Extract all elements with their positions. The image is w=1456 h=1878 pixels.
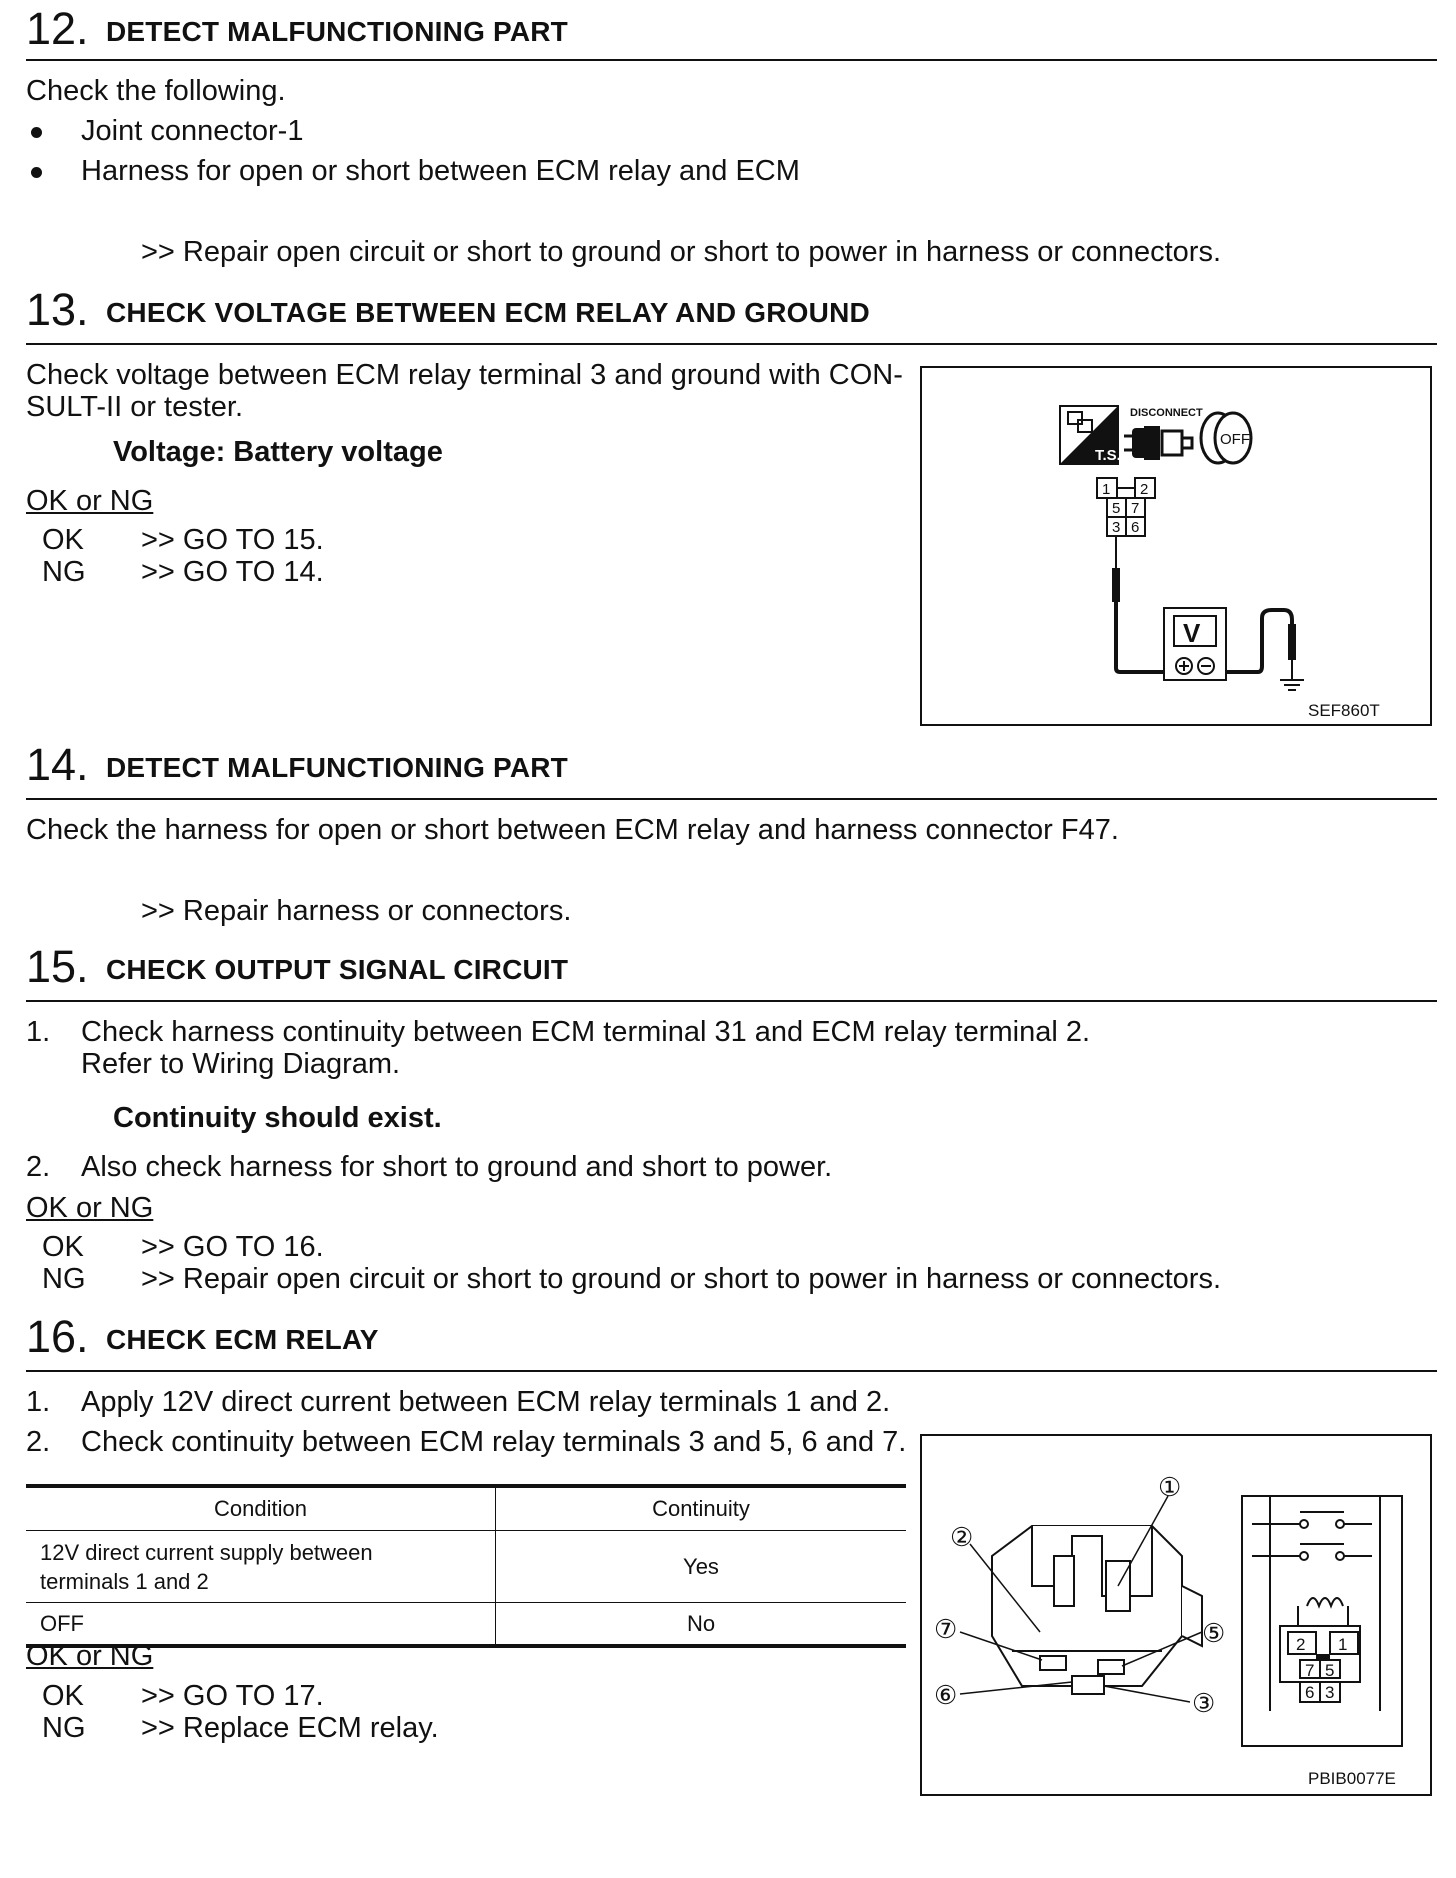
sch-terminal-5: 5: [1325, 1661, 1335, 1680]
step-15-ok-label: OK: [42, 1231, 84, 1263]
step-13-ok-label: OK: [42, 524, 84, 556]
step-15-spec: Continuity should exist.: [113, 1102, 442, 1134]
step-15-ng-text: >> Repair open circuit or short to ground or short to power in harness or connectors.: [141, 1263, 1222, 1295]
terminal-5: 5: [1112, 500, 1121, 517]
callout-2: ②: [950, 1522, 974, 1552]
sch-terminal-3: 3: [1325, 1683, 1335, 1702]
step-15-item-1-line-1: Check harness continuity between ECM terminal 31 and ECM relay terminal 2.: [81, 1016, 1091, 1048]
step-16-ng-text: >> Replace ECM relay.: [141, 1712, 439, 1744]
terminal-1: 1: [1102, 481, 1111, 498]
step-16-item-2: Check continuity between ECM relay terminals 3 and 5, 6 and 7.: [81, 1426, 907, 1458]
step-15-ok-text: >> GO TO 16.: [141, 1231, 324, 1263]
relay-body-drawing: [992, 1526, 1202, 1694]
step-16-item-1-number: 1.: [26, 1386, 51, 1418]
step-15-ng-label: NG: [42, 1263, 86, 1295]
step-15-title: CHECK OUTPUT SIGNAL CIRCUIT: [106, 954, 569, 985]
terminal-3: 3: [1112, 519, 1121, 536]
relay-schematic: [1242, 1496, 1402, 1746]
callout-3: ③: [1192, 1688, 1216, 1718]
step-14-result: >> Repair harness or connectors.: [141, 895, 572, 927]
step-15-number: 15.: [26, 941, 89, 992]
step-14-rule: [26, 798, 1437, 800]
header-condition: Condition: [26, 1486, 496, 1531]
terminal-6: 6: [1131, 519, 1140, 536]
step-13-ng-label: NG: [42, 556, 86, 588]
sch-terminal-1: 1: [1338, 1635, 1348, 1654]
step-12-bullet-1: Joint connector-1: [81, 115, 304, 147]
step-16-rule: [26, 1370, 1437, 1372]
voltage-check-diagram: [922, 368, 1430, 724]
off-label: OFF: [1220, 431, 1250, 448]
step-12-intro: Check the following.: [26, 75, 286, 107]
step-13-line-1: Check voltage between ECM relay terminal 3 and ground with CON-: [26, 359, 903, 391]
ignition-key-off-icon: [1201, 413, 1251, 463]
disconnect-icon: [1124, 407, 1203, 460]
relay-continuity-table: [26, 1484, 906, 1648]
row-1-condition-line-1: 12V direct current supply between: [40, 1539, 373, 1565]
terminal-7: 7: [1131, 500, 1140, 517]
step-16-ok-ng-heading: OK or NG: [26, 1640, 154, 1672]
step-14-title: DETECT MALFUNCTIONING PART: [106, 752, 568, 783]
sch-terminal-7: 7: [1305, 1661, 1315, 1680]
step-13-rule: [26, 343, 1437, 345]
step-14-text: Check the harness for open or short between ECM relay and harness connector F47.: [26, 814, 1119, 846]
step-15-item-1-line-2: Refer to Wiring Diagram.: [81, 1048, 401, 1080]
step-12-title: DETECT MALFUNCTIONING PART: [106, 16, 568, 47]
callout-7: ⑦: [934, 1614, 958, 1644]
table-header-row: [26, 1486, 906, 1531]
step-13-ok-text: >> GO TO 15.: [141, 524, 324, 556]
step-16-ok-text: >> GO TO 17.: [141, 1680, 324, 1712]
table-row: [26, 1603, 906, 1647]
row-2-condition: OFF: [26, 1603, 496, 1647]
bullet-dot: [31, 127, 42, 138]
step-13-ng-text: >> GO TO 14.: [141, 556, 324, 588]
ground-icon: [1280, 680, 1304, 690]
disconnect-label: DISCONNECT: [1130, 407, 1203, 419]
step-12-number: 12.: [26, 3, 89, 54]
step-16-ng-label: NG: [42, 1712, 86, 1744]
row-1-condition-line-2: terminals 1 and 2: [40, 1568, 209, 1594]
step-15-item-1-number: 1.: [26, 1016, 51, 1048]
sch-terminal-6: 6: [1305, 1683, 1315, 1702]
sch-terminal-2: 2: [1296, 1635, 1306, 1654]
step-15-ok-ng-heading: OK or NG: [26, 1192, 154, 1224]
step-12-rule: [26, 59, 1437, 61]
figure-code: SEF860T: [1308, 701, 1380, 720]
ecm-relay-diagram: [922, 1436, 1430, 1794]
callout-5: ⑤: [1202, 1618, 1226, 1648]
step-12-result: >> Repair open circuit or short to ground or short to power in harness or connectors.: [141, 236, 1222, 268]
row-2-continuity: No: [496, 1603, 907, 1647]
step-16-number: 16.: [26, 1311, 89, 1362]
ecm-relay-figure: [920, 1434, 1432, 1796]
step-16-item-2-number: 2.: [26, 1426, 51, 1458]
step-13-title: CHECK VOLTAGE BETWEEN ECM RELAY AND GROUND: [106, 297, 870, 328]
callout-6: ⑥: [934, 1680, 958, 1710]
step-16-ok-label: OK: [42, 1680, 84, 1712]
figure-code: PBIB0077E: [1308, 1769, 1396, 1788]
callout-1: ①: [1158, 1472, 1182, 1502]
step-16-title: CHECK ECM RELAY: [106, 1324, 379, 1355]
step-13-ok-ng-heading: OK or NG: [26, 485, 154, 517]
meter-label: V: [1183, 618, 1201, 648]
row-1-continuity: Yes: [496, 1531, 907, 1603]
row-1-condition: [26, 1531, 496, 1603]
voltage-check-figure: [920, 366, 1432, 726]
ts-icon: [1060, 406, 1121, 464]
voltmeter-icon: [1164, 608, 1226, 680]
step-13-line-2: SULT-II or tester.: [26, 391, 244, 423]
step-14-number: 14.: [26, 739, 89, 790]
step-13-number: 13.: [26, 284, 89, 335]
relay-connector: [1097, 478, 1155, 536]
table-row: [26, 1531, 906, 1603]
step-13-spec: Voltage: Battery voltage: [113, 436, 443, 468]
terminal-separator: [1316, 1654, 1330, 1660]
step-15-rule: [26, 1000, 1437, 1002]
ts-label: T.S.: [1095, 447, 1121, 464]
header-continuity: Continuity: [496, 1486, 907, 1531]
terminal-2: 2: [1140, 481, 1149, 498]
step-15-item-2-number: 2.: [26, 1151, 51, 1183]
step-12-bullet-2: Harness for open or short between ECM relay and ECM: [81, 155, 800, 187]
bullet-dot: [31, 167, 42, 178]
step-16-item-1: Apply 12V direct current between ECM relay terminals 1 and 2.: [81, 1386, 891, 1418]
step-15-item-2: Also check harness for short to ground and short to power.: [81, 1151, 833, 1183]
